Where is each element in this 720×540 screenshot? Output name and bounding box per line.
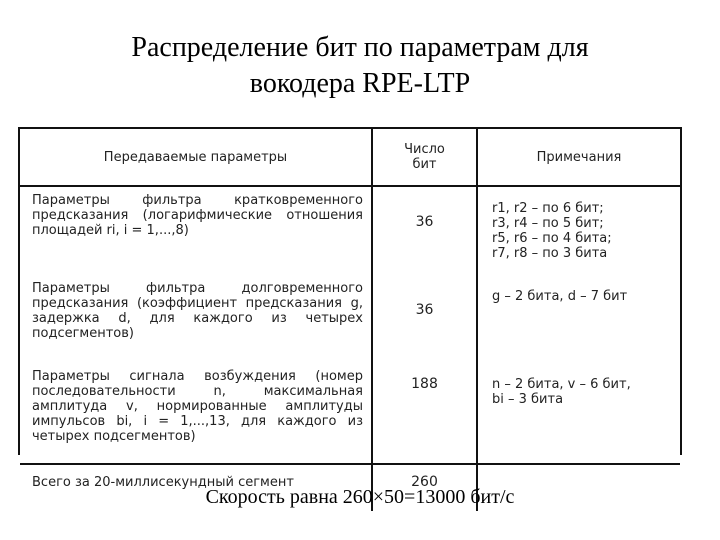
- row-1-note-3: r5, r6 – по 4 бита;: [492, 231, 612, 246]
- row-3-notes: [477, 363, 680, 464]
- row-3-note-1: n – 2 бита, v – 6 бит,: [492, 377, 631, 392]
- header-params: Передаваемые параметры: [20, 129, 372, 186]
- row-3-param: Параметры сигнала возбуждения (номер последовательности n, максимальная амплитуда v, нормированные амплитуды импульсов bi, i = 1,...,13, для каждого из четырех подсегментов): [20, 363, 372, 464]
- row-2-bits: 36: [372, 275, 477, 363]
- row-1-note-4: r7, r8 – по 3 бита: [492, 246, 608, 261]
- row-2-param: Параметры фильтра долговременного предсказания (коэффициент предсказания g, задержка d, для каждого из четырех подсегментов): [20, 275, 372, 363]
- bit-allocation-table: [18, 127, 682, 490]
- row-1-note-1: r1, r2 – по 6 бит;: [492, 201, 604, 216]
- row-1-param-text: Параметры фильтра кратковременного предсказания (логарифмические отношения площадей r: [32, 193, 363, 238]
- row-2-notes: [477, 275, 680, 363]
- row-3-bits: 188: [372, 363, 477, 464]
- row-total-bits: 260: [372, 464, 477, 511]
- table-row: [20, 186, 680, 275]
- row-1-note-2: r3, r4 – по 5 бит;: [492, 216, 604, 231]
- row-2-note-1: g – 2 бита, d – 7 бит: [492, 289, 628, 304]
- rate-caption: Скорость равна 260×50=13000 бит/с: [205, 486, 515, 508]
- header-bits: [372, 129, 477, 186]
- header-bits-line-2: бит: [412, 157, 437, 172]
- row-3-note-2: bi – 3 бита: [492, 392, 564, 407]
- table-row: [20, 363, 680, 464]
- row-1-bits: 36: [372, 186, 477, 275]
- row-1-param-tail: i, i = 1,...,8): [111, 223, 189, 238]
- header-notes: Примечания: [477, 129, 680, 186]
- row-total-param: Всего за 20-миллисекундный сегмент: [20, 464, 372, 511]
- slide-title: [0, 30, 720, 102]
- slide-title-line-2: вокодера RPE-LTP: [249, 68, 471, 99]
- table-header-row: [20, 129, 680, 186]
- row-1-param: [20, 186, 372, 275]
- row-1-notes: [477, 186, 680, 275]
- table-row: [20, 275, 680, 363]
- slide-title-line-1: Распределение бит по параметрам для: [131, 32, 589, 63]
- header-bits-line-1: Число: [404, 142, 445, 157]
